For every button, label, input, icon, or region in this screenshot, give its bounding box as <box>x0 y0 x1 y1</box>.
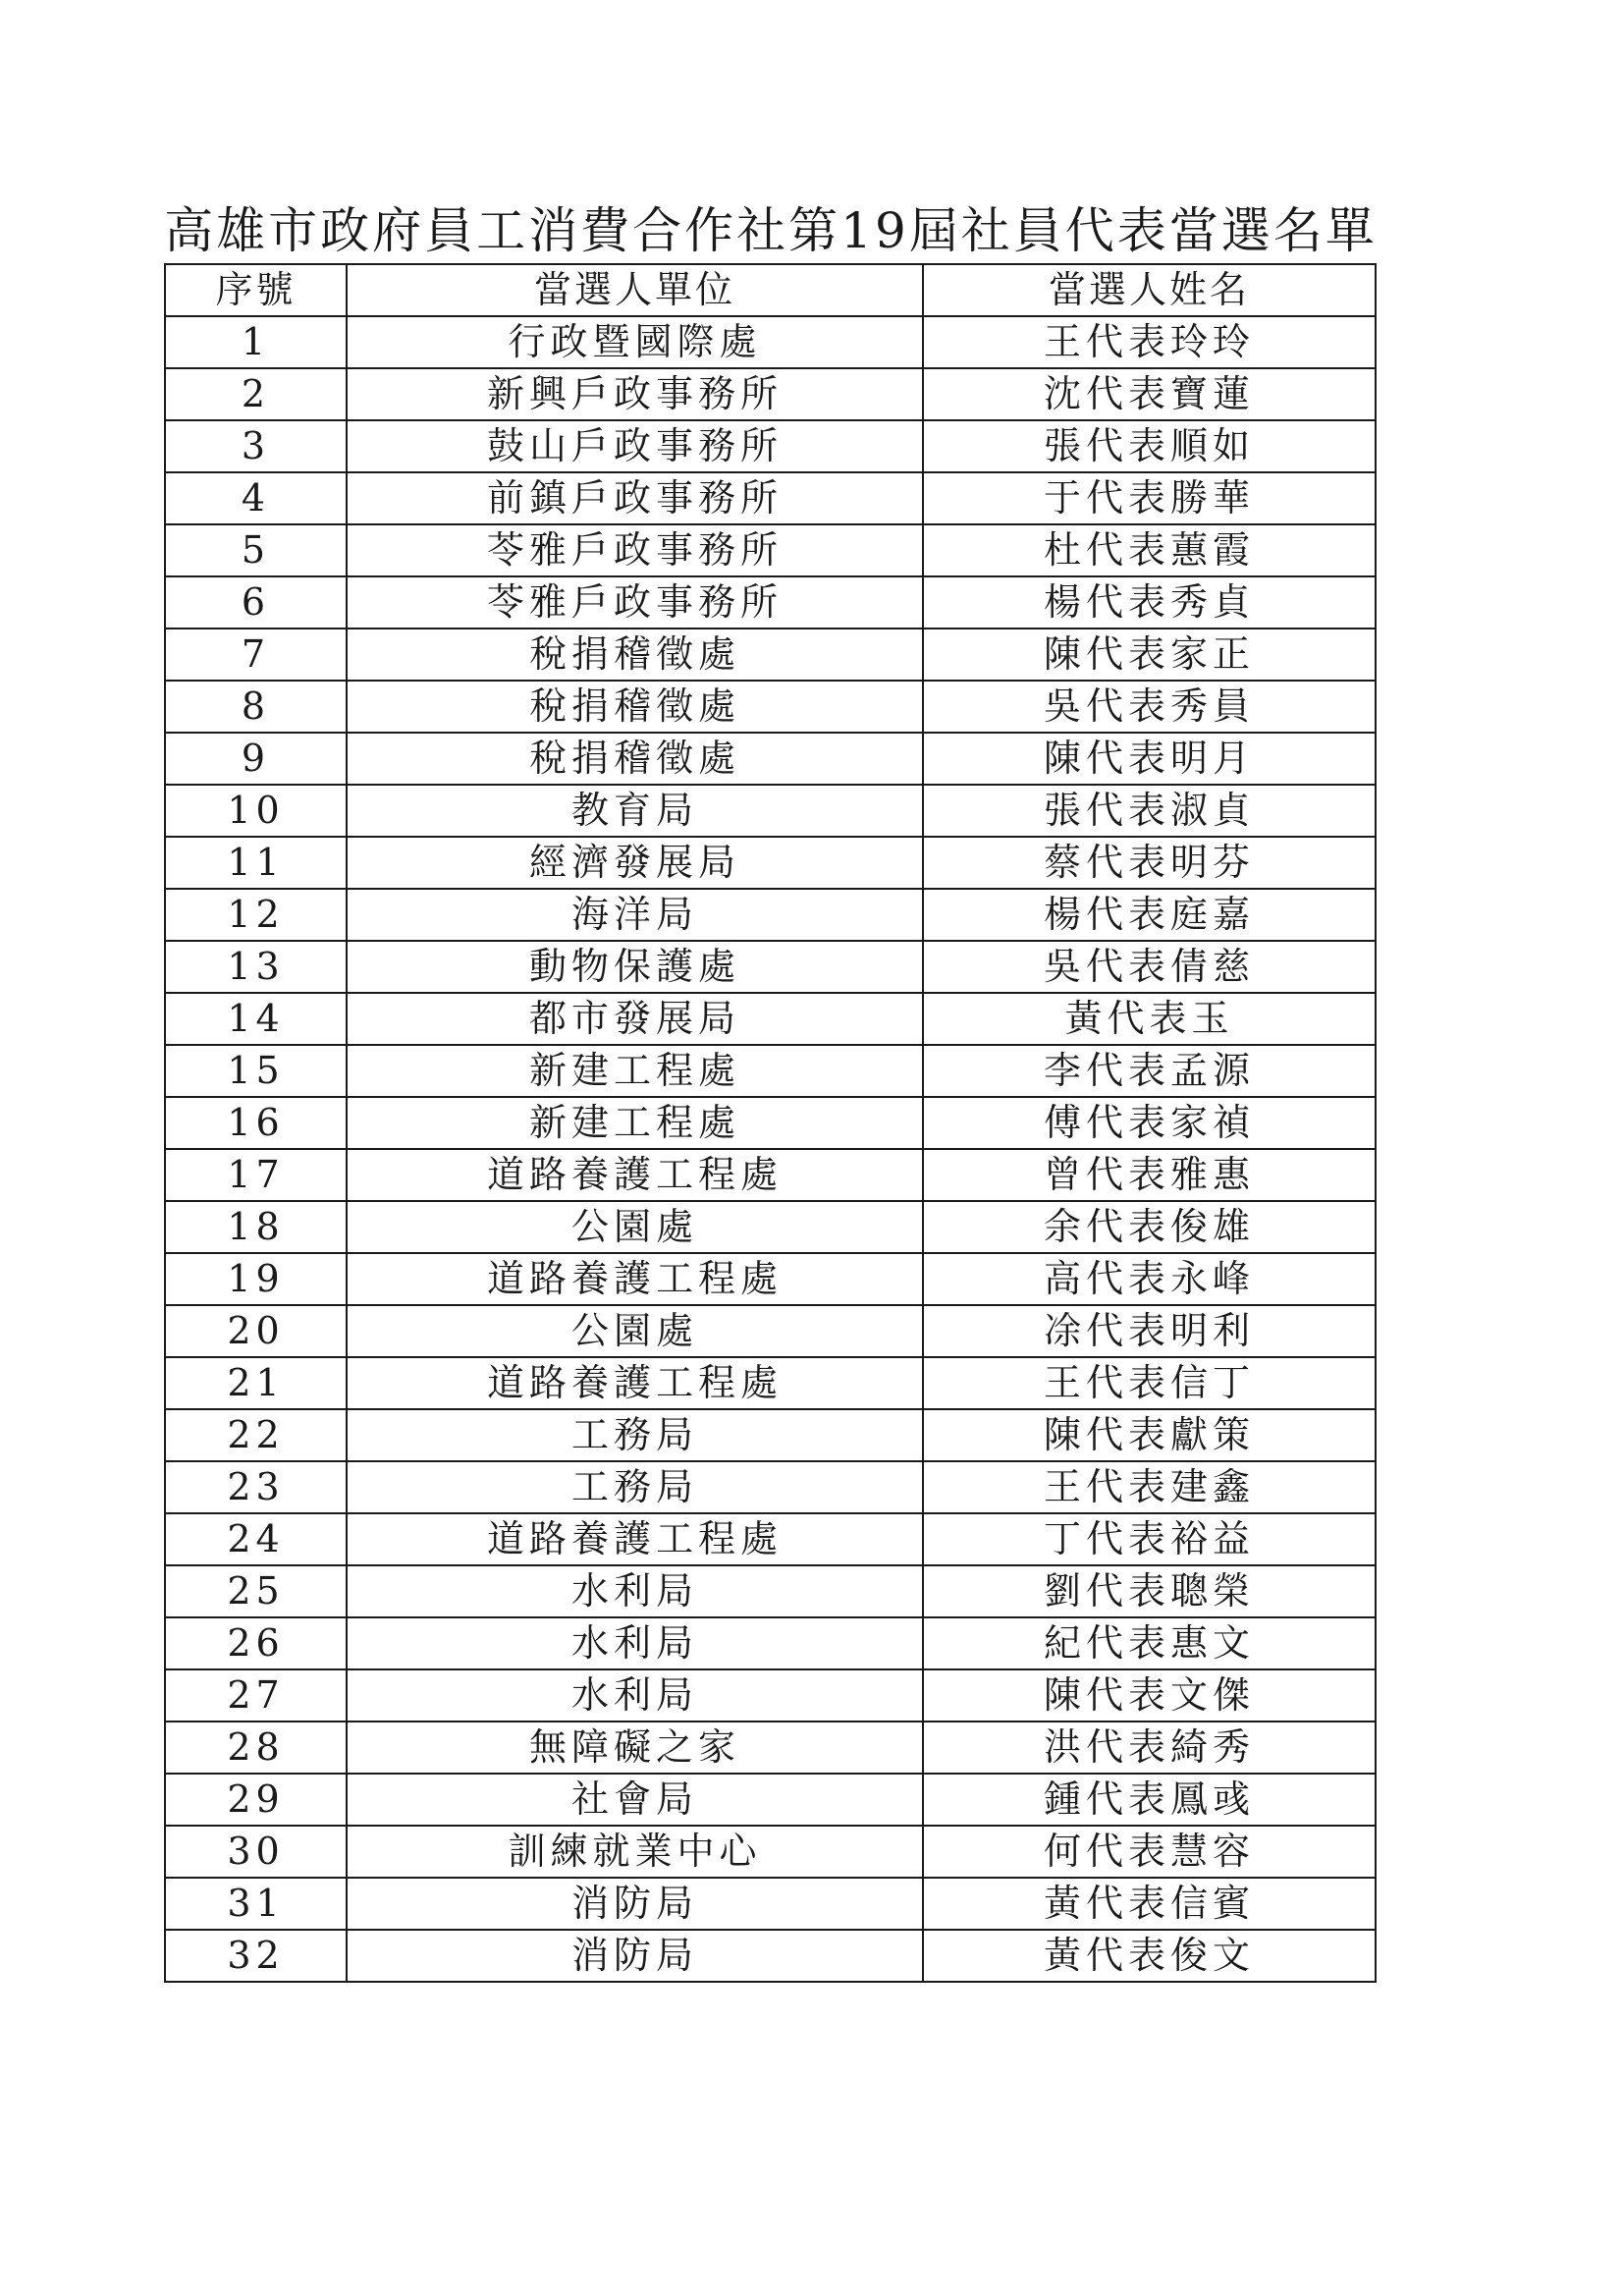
seq-cell: 6 <box>165 576 347 629</box>
seq-cell: 27 <box>165 1669 347 1722</box>
name-cell: 黃代表信賓 <box>923 1878 1376 1930</box>
name-cell: 楊代表秀貞 <box>923 576 1376 629</box>
table-row <box>165 837 1376 889</box>
name-cell: 黃代表俊文 <box>923 1930 1376 1982</box>
table-row <box>165 681 1376 733</box>
seq-cell: 13 <box>165 941 347 993</box>
table-row <box>165 472 1376 524</box>
unit-cell: 訓練就業中心 <box>347 1826 923 1878</box>
table-row <box>165 629 1376 681</box>
table-row <box>165 1357 1376 1409</box>
name-cell: 劉代表聰榮 <box>923 1565 1376 1617</box>
seq-cell: 28 <box>165 1722 347 1774</box>
unit-cell: 水利局 <box>347 1565 923 1617</box>
seq-cell: 10 <box>165 785 347 837</box>
unit-cell: 社會局 <box>347 1774 923 1826</box>
table-row <box>165 1722 1376 1774</box>
unit-cell: 道路養護工程處 <box>347 1513 923 1565</box>
table-row <box>165 889 1376 941</box>
column-header-seq: 序號 <box>165 264 347 316</box>
unit-cell: 鼓山戶政事務所 <box>347 420 923 472</box>
name-cell: 鍾代表鳳彧 <box>923 1774 1376 1826</box>
name-cell: 曾代表雅惠 <box>923 1149 1376 1201</box>
seq-cell: 15 <box>165 1045 347 1097</box>
unit-cell: 水利局 <box>347 1669 923 1722</box>
name-cell: 吳代表秀員 <box>923 681 1376 733</box>
elected-representatives-table <box>164 263 1377 1983</box>
name-cell: 黃代表玉 <box>923 993 1376 1045</box>
unit-cell: 公園處 <box>347 1305 923 1357</box>
seq-cell: 24 <box>165 1513 347 1565</box>
unit-cell: 道路養護工程處 <box>347 1357 923 1409</box>
name-cell: 杜代表蕙霞 <box>923 524 1376 576</box>
name-cell: 凃代表明利 <box>923 1305 1376 1357</box>
seq-cell: 20 <box>165 1305 347 1357</box>
table-row <box>165 733 1376 785</box>
seq-cell: 25 <box>165 1565 347 1617</box>
seq-cell: 5 <box>165 524 347 576</box>
table-row <box>165 1409 1376 1461</box>
table-row <box>165 1774 1376 1826</box>
table-row <box>165 1045 1376 1097</box>
name-cell: 陳代表獻策 <box>923 1409 1376 1461</box>
seq-cell: 11 <box>165 837 347 889</box>
seq-cell: 9 <box>165 733 347 785</box>
seq-cell: 14 <box>165 993 347 1045</box>
table-row <box>165 524 1376 576</box>
unit-cell: 消防局 <box>347 1878 923 1930</box>
seq-cell: 22 <box>165 1409 347 1461</box>
name-cell: 王代表建鑫 <box>923 1461 1376 1513</box>
table-row <box>165 1826 1376 1878</box>
unit-cell: 行政暨國際處 <box>347 316 923 368</box>
table-row <box>165 993 1376 1045</box>
table-row <box>165 1878 1376 1930</box>
unit-cell: 都市發展局 <box>347 993 923 1045</box>
table-body <box>165 316 1376 1982</box>
unit-cell: 稅捐稽徵處 <box>347 681 923 733</box>
table-row <box>165 1305 1376 1357</box>
table-row <box>165 785 1376 837</box>
unit-cell: 新建工程處 <box>347 1097 923 1149</box>
table-row <box>165 1669 1376 1722</box>
table-row <box>165 1201 1376 1253</box>
unit-cell: 新建工程處 <box>347 1045 923 1097</box>
name-cell: 王代表信丁 <box>923 1357 1376 1409</box>
table-row <box>165 1513 1376 1565</box>
seq-cell: 31 <box>165 1878 347 1930</box>
unit-cell: 苓雅戶政事務所 <box>347 576 923 629</box>
name-cell: 陳代表明月 <box>923 733 1376 785</box>
name-cell: 丁代表裕益 <box>923 1513 1376 1565</box>
seq-cell: 4 <box>165 472 347 524</box>
unit-cell: 前鎮戶政事務所 <box>347 472 923 524</box>
name-cell: 余代表俊雄 <box>923 1201 1376 1253</box>
seq-cell: 17 <box>165 1149 347 1201</box>
unit-cell: 消防局 <box>347 1930 923 1982</box>
seq-cell: 1 <box>165 316 347 368</box>
seq-cell: 32 <box>165 1930 347 1982</box>
unit-cell: 無障礙之家 <box>347 1722 923 1774</box>
seq-cell: 29 <box>165 1774 347 1826</box>
table-header-row <box>165 264 1376 316</box>
unit-cell: 道路養護工程處 <box>347 1149 923 1201</box>
table-row <box>165 1930 1376 1982</box>
name-cell: 高代表永峰 <box>923 1253 1376 1305</box>
name-cell: 蔡代表明芬 <box>923 837 1376 889</box>
unit-cell: 工務局 <box>347 1461 923 1513</box>
table-row <box>165 576 1376 629</box>
table-row <box>165 1617 1376 1669</box>
unit-cell: 海洋局 <box>347 889 923 941</box>
seq-cell: 26 <box>165 1617 347 1669</box>
unit-cell: 動物保護處 <box>347 941 923 993</box>
table-row <box>165 1565 1376 1617</box>
name-cell: 于代表勝華 <box>923 472 1376 524</box>
unit-cell: 工務局 <box>347 1409 923 1461</box>
column-header-unit: 當選人單位 <box>347 264 923 316</box>
table-row <box>165 1253 1376 1305</box>
seq-cell: 30 <box>165 1826 347 1878</box>
name-cell: 吳代表倩慈 <box>923 941 1376 993</box>
name-cell: 紀代表惠文 <box>923 1617 1376 1669</box>
seq-cell: 2 <box>165 368 347 420</box>
name-cell: 沈代表寶蓮 <box>923 368 1376 420</box>
name-cell: 楊代表庭嘉 <box>923 889 1376 941</box>
unit-cell: 稅捐稽徵處 <box>347 733 923 785</box>
unit-cell: 教育局 <box>347 785 923 837</box>
seq-cell: 23 <box>165 1461 347 1513</box>
seq-cell: 16 <box>165 1097 347 1149</box>
unit-cell: 經濟發展局 <box>347 837 923 889</box>
document-title: 高雄市政府員工消費合作社第19屆社員代表當選名單 <box>164 202 1378 259</box>
seq-cell: 3 <box>165 420 347 472</box>
seq-cell: 8 <box>165 681 347 733</box>
unit-cell: 稅捐稽徵處 <box>347 629 923 681</box>
seq-cell: 18 <box>165 1201 347 1253</box>
table-row <box>165 1149 1376 1201</box>
unit-cell: 新興戶政事務所 <box>347 368 923 420</box>
column-header-name: 當選人姓名 <box>923 264 1376 316</box>
table-row <box>165 420 1376 472</box>
table-row <box>165 1097 1376 1149</box>
name-cell: 陳代表文傑 <box>923 1669 1376 1722</box>
unit-cell: 道路養護工程處 <box>347 1253 923 1305</box>
table-row <box>165 368 1376 420</box>
name-cell: 洪代表綺秀 <box>923 1722 1376 1774</box>
name-cell: 陳代表家正 <box>923 629 1376 681</box>
name-cell: 何代表慧容 <box>923 1826 1376 1878</box>
name-cell: 李代表孟源 <box>923 1045 1376 1097</box>
seq-cell: 7 <box>165 629 347 681</box>
unit-cell: 苓雅戶政事務所 <box>347 524 923 576</box>
seq-cell: 12 <box>165 889 347 941</box>
seq-cell: 19 <box>165 1253 347 1305</box>
name-cell: 張代表淑貞 <box>923 785 1376 837</box>
name-cell: 傅代表家禎 <box>923 1097 1376 1149</box>
seq-cell: 21 <box>165 1357 347 1409</box>
table-row <box>165 941 1376 993</box>
name-cell: 王代表玲玲 <box>923 316 1376 368</box>
unit-cell: 水利局 <box>347 1617 923 1669</box>
table-row <box>165 316 1376 368</box>
unit-cell: 公園處 <box>347 1201 923 1253</box>
name-cell: 張代表順如 <box>923 420 1376 472</box>
table-row <box>165 1461 1376 1513</box>
